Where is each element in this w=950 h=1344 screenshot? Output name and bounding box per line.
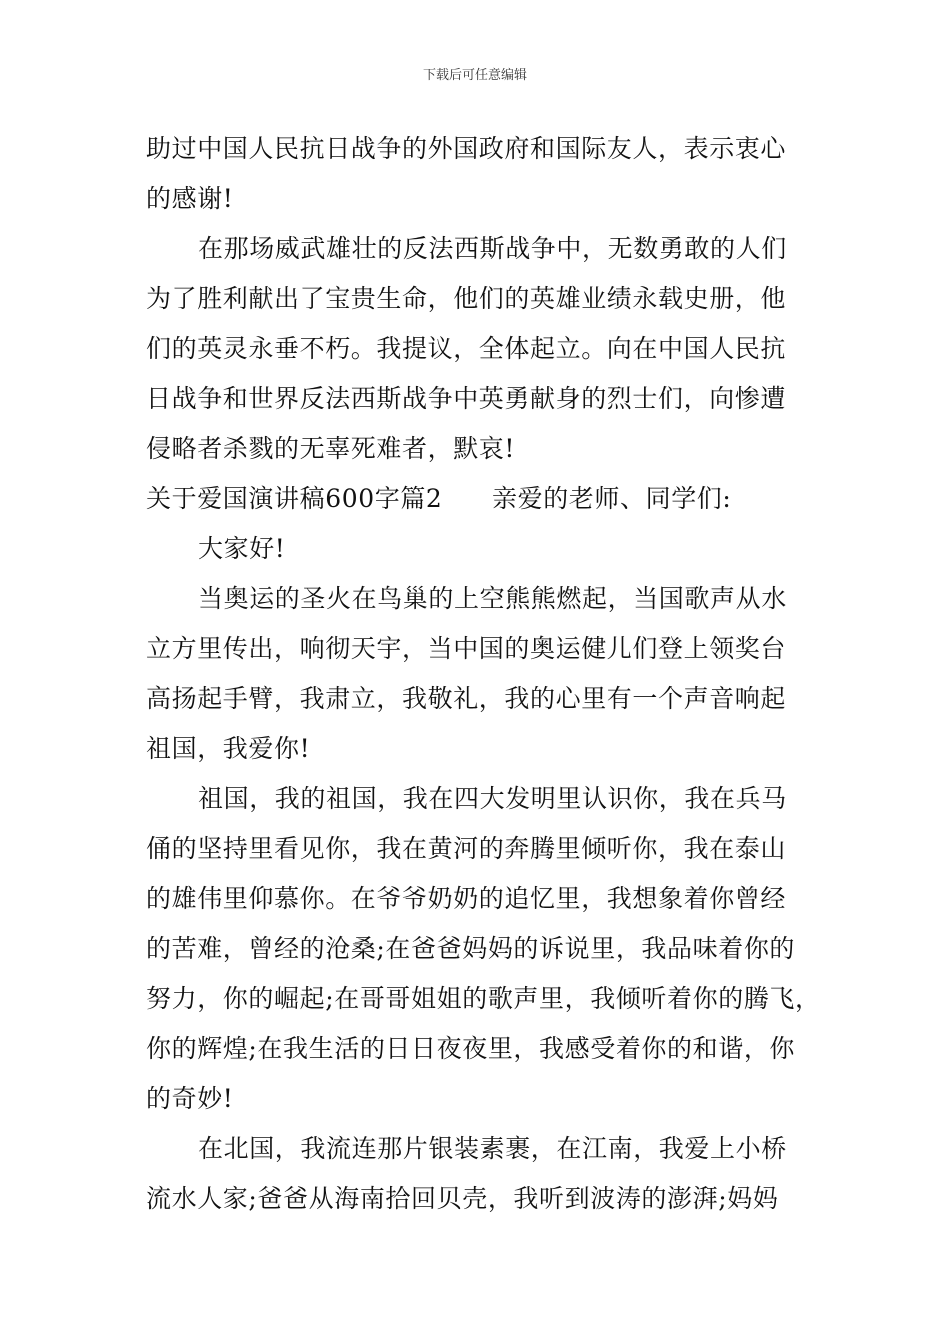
text-line: 流水人家;爸爸从海南拾回贝壳，我听到波涛的澎湃;妈妈 <box>146 1184 779 1213</box>
section-heading: 关于爱国演讲稿600字篇2 <box>146 484 443 513</box>
text-line: 的雄伟里仰慕你。在爷爷奶奶的追忆里，我想象着你曾经 <box>146 884 787 913</box>
greeting: 大家好! <box>198 534 286 563</box>
text-line: 侵略者杀戮的无辜死难者，默哀! <box>146 434 516 463</box>
text-line: 努力，你的崛起;在哥哥姐姐的歌声里，我倾听着你的腾飞， <box>146 984 821 1013</box>
page-header: 下载后可任意编辑 <box>422 68 527 83</box>
text-line: 的奇妙! <box>146 1084 234 1113</box>
text-line: 立方里传出，响彻天宇，当中国的奥运健儿们登上领奖台 <box>146 634 787 663</box>
text-line: 你的辉煌;在我生活的日日夜夜里，我感受着你的和谐，你 <box>146 1034 796 1063</box>
text-line: 的感谢! <box>146 184 234 213</box>
text-line: 当奥运的圣火在鸟巢的上空熊熊燃起，当国歌声从水 <box>198 584 787 613</box>
text-line: 为了胜利献出了宝贵生命，他们的英雄业绩永载史册，他 <box>146 284 787 313</box>
text-line: 在北国，我流连那片银装素裹，在江南，我爱上小桥 <box>198 1134 787 1163</box>
text-line: 俑的坚持里看见你，我在黄河的奔腾里倾听你，我在泰山 <box>146 834 787 863</box>
text-line: 们的英灵永垂不朽。我提议，全体起立。向在中国人民抗 <box>146 334 787 363</box>
text-line: 助过中国人民抗日战争的外国政府和国际友人，表示衷心 <box>146 134 787 163</box>
text-line: 祖国，我爱你! <box>146 734 311 763</box>
text-line: 的苦难，曾经的沧桑;在爸爸妈妈的诉说里，我品味着你的 <box>146 934 796 963</box>
text-line: 高扬起手臂，我肃立，我敬礼，我的心里有一个声音响起 <box>146 684 787 713</box>
text-line: 日战争和世界反法西斯战争中英勇献身的烈士们，向惨遭 <box>146 384 787 413</box>
salutation: 亲爱的老师、同学们: <box>492 484 732 513</box>
text-line: 在那场威武雄壮的反法西斯战争中，无数勇敢的人们 <box>198 234 787 263</box>
text-line: 祖国，我的祖国，我在四大发明里认识你，我在兵马 <box>198 784 787 813</box>
